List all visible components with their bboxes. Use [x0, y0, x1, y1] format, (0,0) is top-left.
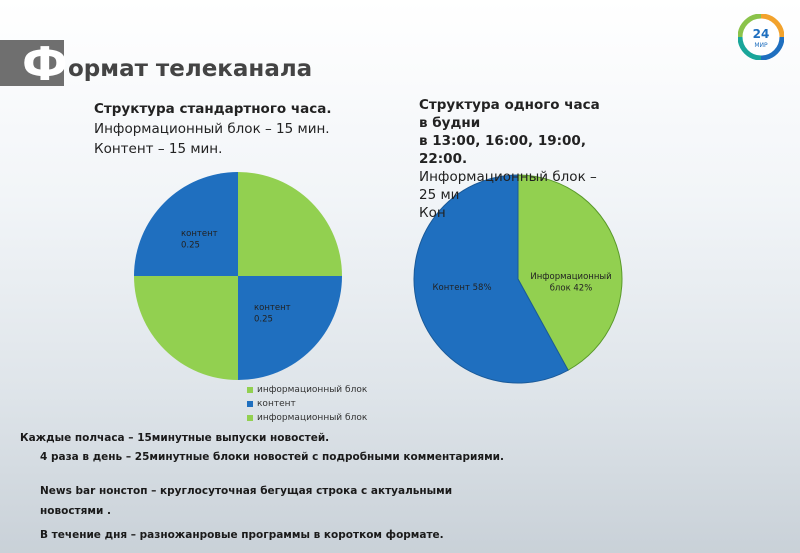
- right-chart-caption: [419, 96, 629, 222]
- data-label: блок 42%: [549, 283, 593, 294]
- data-label: контент: [181, 229, 218, 239]
- data-label: 0.25: [181, 240, 200, 251]
- note-line: В течение дня – разножанровые программы в коротком формате.: [40, 529, 444, 541]
- right-chart-heading2: в будни: [419, 115, 481, 131]
- note-line: News bar нонстоп – круглосуточная бегущая строка с актуальными: [40, 485, 453, 497]
- data-label: Контент 58%: [432, 283, 492, 293]
- pie-slice: [238, 276, 342, 380]
- data-label: 0.25: [254, 314, 273, 325]
- right-chart-line3: Кон: [419, 205, 446, 221]
- pie-slice: [238, 172, 342, 276]
- legend-swatch: [247, 401, 253, 407]
- right-chart-line2: 25 ми: [419, 187, 460, 203]
- right-chart-heading1: Структура одного часа: [419, 97, 600, 113]
- right-chart-line1: Информационный блок –: [419, 169, 597, 185]
- legend-label: информационный блок: [257, 413, 368, 423]
- data-label: Информационный: [530, 272, 612, 282]
- legend-item: [247, 397, 367, 411]
- logo-text: 24: [752, 27, 770, 41]
- logo-subtext: МИР: [754, 42, 768, 49]
- legend-swatch: [247, 415, 253, 421]
- legend-swatch: [247, 387, 253, 393]
- pie-slice: [134, 276, 238, 380]
- note-line: Каждые полчаса – 15минутные выпуски новостей.: [20, 432, 330, 444]
- pie-slice: [134, 172, 238, 276]
- legend-item: [247, 383, 367, 397]
- right-chart-heading3: в 13:00, 16:00, 19:00,: [419, 133, 586, 149]
- right-chart-heading4: 22:00.: [419, 151, 468, 167]
- legend-label: контент: [257, 399, 296, 409]
- legend-label: информационный блок: [257, 385, 368, 395]
- note-line: 4 раза в день – 25минутные блоки новостей с подробными комментариями.: [40, 451, 504, 463]
- left-chart-heading: Структура стандартного часа.: [94, 101, 332, 117]
- note-line: новостями .: [40, 505, 111, 517]
- left-chart-line2: Контент – 15 мин.: [94, 141, 223, 157]
- legend-item: [247, 411, 367, 425]
- page-title: ормат телеканала: [68, 56, 313, 82]
- title-initial: Ф: [22, 37, 68, 91]
- chart-legend: [247, 383, 367, 425]
- left-chart-line1: Информационный блок – 15 мин.: [94, 121, 330, 137]
- data-label: контент: [254, 303, 291, 313]
